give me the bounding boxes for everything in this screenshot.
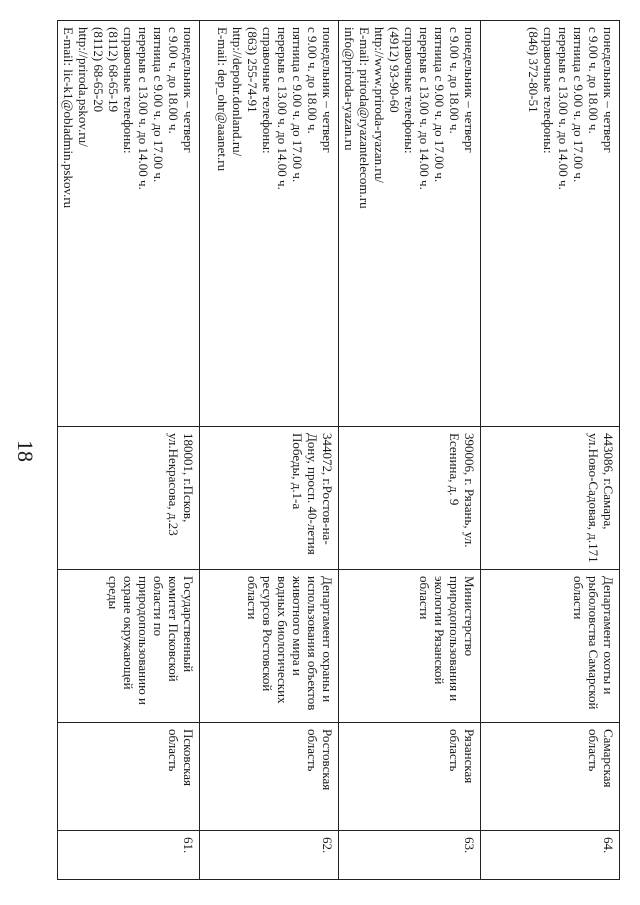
contact-info-line: http://www.priroda-ryazan.ru/ xyxy=(372,27,387,183)
contact-info-line: перерыв с 13.00 ч. до 14.00 ч. xyxy=(417,27,432,190)
contact-info-line: пятница с 9.00 ч. до 17.00 ч. xyxy=(151,27,166,183)
contact-info-line: с 9.00 ч. до 18.00 ч. xyxy=(447,27,462,134)
contact-info-cell xyxy=(58,21,200,427)
organization-cell: Департамент охраны и использования объектов животного мира и водных биологических ресурсов Ростовской области xyxy=(200,570,339,723)
region-cell: Рязанская область xyxy=(339,723,481,831)
region-cell: Ростовская область xyxy=(200,723,339,831)
organization-cell: Департамент охоты и рыболовства Самарской области xyxy=(481,570,620,723)
page-number: 18 xyxy=(13,440,38,462)
table-body xyxy=(58,21,620,880)
contact-info-cell xyxy=(200,21,339,427)
contact-info-cell xyxy=(481,21,620,427)
contact-info-line: (846) 372-80-51 xyxy=(526,27,541,113)
region-cell: Псковская область xyxy=(58,723,200,831)
organization-cell: Министерство природопользования и экологии Рязанской области xyxy=(339,570,481,723)
row-number: 64. xyxy=(481,831,620,880)
contact-info-line: пятница с 9.00 ч. до 17.00 ч. xyxy=(571,27,586,183)
contact-info-line: понедельник – четверг xyxy=(320,27,335,153)
contact-info-line: info@priroda-ryazan.ru xyxy=(342,27,357,151)
contact-info-line: перерыв с 13.00 ч. до 14.00 ч. xyxy=(136,27,151,190)
contact-info-line: (8112) 68-65-19 xyxy=(106,27,121,113)
contact-info-line: с 9.00 ч. до 18.00 ч. xyxy=(586,27,601,134)
contact-info-line: перерыв с 13.00 ч. до 14.00 ч. xyxy=(556,27,571,190)
contact-info-line: перерыв с 13.00 ч. до 14.00 ч. xyxy=(275,27,290,190)
contact-info-line: E-mail: lic-k1@obladmin.pskov.ru xyxy=(61,27,76,209)
address-cell: 180001, г.Псков, ул.Некрасова, д.23 xyxy=(58,427,200,570)
address-cell: 390006, г. Рязань, ул. Есенина, д. 9 xyxy=(339,427,481,570)
address-cell: 344072, г.Ростов-на-Дону, просп. 40-летия Победы, д.1-а xyxy=(200,427,339,570)
contact-info-line: http://depohr.donland.ru/ xyxy=(230,27,245,157)
contact-info-line: E-mail: dep_ohr@aaanet.ru xyxy=(215,27,230,172)
contact-info-cell xyxy=(339,21,481,427)
contact-info-line: понедельник – четверг xyxy=(601,27,616,153)
address-cell: 443086, г.Самара, ул.Ново-Садовая, д.171 xyxy=(481,427,620,570)
contact-info-line: пятница с 9.00 ч. до 17.00 ч. xyxy=(290,27,305,183)
table-row xyxy=(58,21,200,880)
contact-info-line: (863) 255-74-91 xyxy=(245,27,260,113)
contact-info-line: понедельник – четверг xyxy=(181,27,196,153)
contact-info-line: E-mail: priroda@ryazantelecom.ru xyxy=(357,27,372,209)
organization-cell: Государственный комитет Псковской области по природопользованию и охране окружающей среды xyxy=(58,570,200,723)
contact-info-line: справочные телефоны: xyxy=(121,27,136,154)
contact-info-line: справочные телефоны: xyxy=(402,27,417,154)
row-number: 62. xyxy=(200,831,339,880)
row-number: 63. xyxy=(339,831,481,880)
table-row xyxy=(481,21,620,880)
contact-info-line: (4912) 93-90-60 xyxy=(387,27,402,113)
contact-info-line: с 9.00 ч. до 18.00 ч. xyxy=(166,27,181,134)
table-row xyxy=(200,21,339,880)
contact-info-line: справочные телефоны: xyxy=(541,27,556,154)
contact-info-line: (8112) 68-65-20 xyxy=(91,27,106,113)
contact-info-line: понедельник – четверг xyxy=(462,27,477,153)
contact-info-line: http://priroda.pskov.ru/ xyxy=(76,27,91,147)
contact-info-line: справочные телефоны: xyxy=(260,27,275,154)
row-number: 61. xyxy=(58,831,200,880)
contact-info-line: с 9.00 ч. до 18.00 ч. xyxy=(305,27,320,134)
table-row xyxy=(339,21,481,880)
contact-info-line: пятница с 9.00 ч. до 17.00 ч. xyxy=(432,27,447,183)
table-rotated xyxy=(62,20,620,880)
region-cell: Самарская область xyxy=(481,723,620,831)
registry-table xyxy=(57,20,620,880)
